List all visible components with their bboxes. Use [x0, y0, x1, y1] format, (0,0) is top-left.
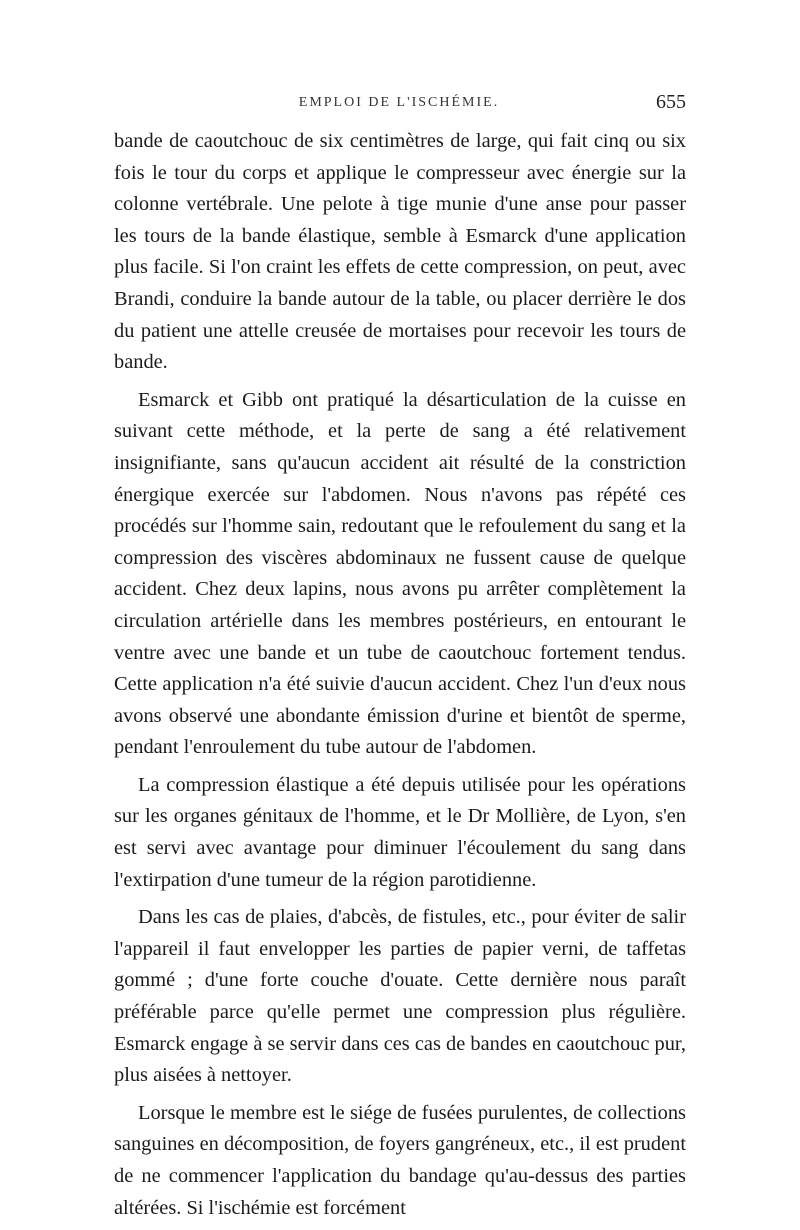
paragraph-3: La compression élastique a été depuis utilisée pour les opérations sur les organes génitaux de l'homme, et le Dr Mollière, de Lyon, s'en est servi avec avantage pour diminuer l'écoulement du sang dans l'extirpation d'une tumeur de la région parotidienne. [114, 773, 686, 891]
paragraph-5: Lorsque le membre est le siége de fusées purulentes, de collections sanguines en décomposition, de foyers gangréneux, etc., il est prudent de ne commencer l'application du bandage qu'au-dessus des parties altérées. Si l'ischémie est forcément [114, 1101, 686, 1219]
body-text [114, 126, 686, 1230]
paragraph-2: Esmarck et Gibb ont pratiqué la désarticulation de la cuisse en suivant cette méthode, et la perte de sang a été relativement insignifiante, sans qu'aucun accident ait résulté de la constriction énergique exercée sur l'abdomen. Nous n'avons pas répété ces procédés sur l'homme sain, redoutant que le refoulement du sang et la compression des viscères abdominaux ne fussent cause de quelque accident. Chez deux lapins, nous avons pu arrêter complètement la circulation artérielle dans les membres postérieurs, en entourant le ventre avec une bande et un tube de caoutchouc fortement tendus. Cette application n'a été suivie d'aucun accident. Chez l'un d'eux nous avons observé une abondante émission d'urine et bientôt de sperme, pendant l'enroulement du tube autour de l'abdomen. [114, 388, 686, 759]
paragraph-4: Dans les cas de plaies, d'abcès, de fistules, etc., pour éviter de salir l'appareil il faut envelopper les parties de papier verni, de taffetas gommé ; d'une forte couche d'ouate. Cette dernière nous paraît préférable parce qu'elle permet une compression plus régulière. Esmarck engage à se servir dans ces cas de bandes en caoutchouc pur, plus aisées à nettoyer. [114, 906, 686, 1087]
paragraph-1: bande de caoutchouc de six centimètres de large, qui fait cinq ou six fois le tour du corps et applique le compresseur avec énergie sur la colonne vertébrale. Une pelote à tige munie d'une anse pour passer les tours de la bande élastique, semble à Esmarck d'une application plus facile. Si l'on craint les effets de cette compression, on peut, avec Brandi, conduire la bande autour de la table, ou placer derrière le dos du patient une attelle creusée de mortaises pour recevoir les tours de bande. [114, 130, 686, 374]
running-head [112, 91, 686, 121]
page-number: 655 [656, 91, 686, 113]
running-title: EMPLOI DE L'ISCHÉMIE. [298, 95, 500, 110]
